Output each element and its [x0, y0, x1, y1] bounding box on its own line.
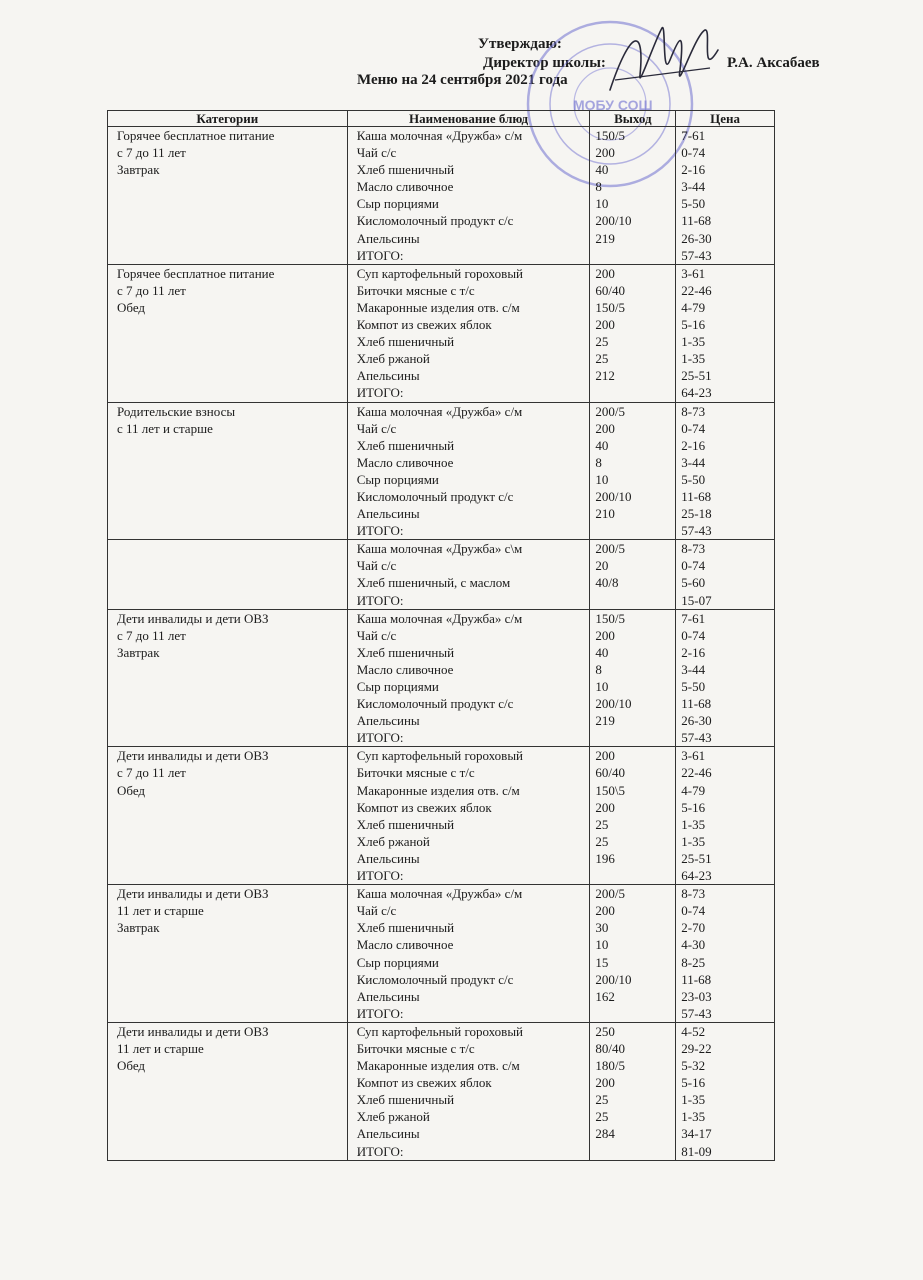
dish-output: 25 [595, 1109, 609, 1125]
dish-name: Апельсины [356, 713, 420, 729]
dish-output: 200/5 [595, 403, 626, 419]
dish-name: Апельсины [356, 506, 420, 522]
dishes-cell [347, 609, 590, 747]
category-line: Обед [117, 1058, 146, 1074]
dish-price: 25-51 [681, 368, 712, 384]
dish-price: 1-35 [681, 1109, 706, 1125]
dish-name: Каша молочная «Дружба» с\м [356, 541, 523, 557]
dish-name: Кисломолочный продукт с/с [356, 696, 514, 712]
dish-price: 2-16 [681, 437, 706, 453]
dish-output: 15 [595, 954, 609, 970]
category-line: Завтрак [117, 162, 160, 178]
category-cell [108, 540, 348, 609]
category-cell [108, 747, 348, 885]
category-line: с 7 до 11 лет [117, 145, 186, 161]
category-cell [108, 885, 348, 1023]
dish-price: 22-46 [681, 282, 712, 298]
category-line: Дети инвалиды и дети ОВЗ [117, 748, 269, 764]
dish-price: 25-18 [681, 506, 712, 522]
table-row [108, 747, 775, 885]
prices-cell [676, 1022, 775, 1160]
dish-output: 40 [595, 162, 609, 178]
dish-name: Суп картофельный гороховый [356, 1023, 524, 1039]
category-cell [108, 264, 348, 402]
dish-price: 3-44 [681, 179, 706, 195]
table-row [108, 885, 775, 1023]
table-row [108, 402, 775, 540]
dishes-cell [347, 264, 590, 402]
dish-price: 7-61 [681, 128, 706, 143]
dish-output: 200 [595, 1075, 615, 1091]
dish-price: 26-30 [681, 230, 712, 246]
dish-name: Кисломолочный продукт с/с [356, 488, 514, 504]
outputs-cell [590, 609, 676, 747]
dish-price: 15-07 [681, 592, 712, 608]
category-line: 11 лет и старше [117, 1040, 204, 1056]
dish-price: 0-74 [681, 558, 706, 574]
dish-name: Биточки мясные с т/с [356, 282, 475, 298]
dish-output: 200/10 [595, 696, 632, 712]
dish-output: 162 [595, 988, 615, 1004]
dish-price: 5-16 [681, 1075, 706, 1091]
dish-price: 0-74 [681, 903, 706, 919]
dish-name: Сыр порциями [356, 679, 439, 694]
dish-name: Хлеб пшеничный, с маслом [356, 575, 511, 591]
document-header [0, 0, 923, 113]
category-line: с 7 до 11 лет [117, 282, 186, 298]
dish-output: 200/10 [595, 971, 632, 987]
category-line: с 7 до 11 лет [117, 627, 186, 643]
dish-price: 0-74 [681, 420, 706, 436]
director-signature [600, 20, 730, 100]
prices-cell [676, 609, 775, 747]
category-line: Обед [117, 299, 146, 315]
dish-name: Каша молочная «Дружба» с/м [356, 403, 523, 419]
dish-name: Сыр порциями [356, 954, 439, 970]
dish-price: 1-35 [681, 816, 706, 832]
dish-output: 200 [595, 799, 615, 815]
dish-name: Чай с/с [356, 558, 397, 574]
outputs-cell [590, 402, 676, 540]
dish-price: 3-61 [681, 748, 706, 764]
dish-name: ИТОГО: [356, 868, 404, 884]
dish-name: Сыр порциями [356, 196, 439, 212]
dish-name: Каша молочная «Дружба» с/м [356, 128, 523, 143]
dish-price: 0-74 [681, 627, 706, 643]
category-line: Дети инвалиды и дети ОВЗ [117, 886, 269, 902]
dish-name: Чай с/с [356, 145, 397, 161]
dish-output: 212 [595, 368, 615, 384]
dish-price: 3-44 [681, 454, 706, 470]
dish-output: 200 [595, 145, 615, 161]
dish-name: Суп картофельный гороховый [356, 265, 524, 281]
category-line: Завтрак [117, 920, 160, 936]
dish-output: 25 [595, 1092, 609, 1108]
dish-output: 150/5 [595, 299, 626, 315]
dish-output: 200 [595, 903, 615, 919]
dish-name: ИТОГО: [356, 523, 404, 539]
dish-price: 4-30 [681, 937, 706, 953]
dish-name: Хлеб пшеничный [356, 644, 455, 660]
dish-price: 2-16 [681, 162, 706, 178]
dish-name: ИТОГО: [356, 730, 404, 746]
dish-price: 8-73 [681, 541, 706, 557]
dish-output: 200/10 [595, 213, 632, 229]
dish-price: 11-68 [681, 213, 712, 229]
prices-cell [676, 747, 775, 885]
dish-price: 5-50 [681, 196, 706, 212]
dish-name: Хлеб ржаной [356, 351, 430, 367]
dish-output: 219 [595, 713, 615, 729]
dish-output: 30 [595, 920, 609, 936]
table-row [108, 127, 775, 265]
dish-price: 4-52 [681, 1023, 706, 1039]
dish-price: 26-30 [681, 713, 712, 729]
dish-price: 11-68 [681, 488, 712, 504]
dish-price: 5-16 [681, 799, 706, 815]
dish-price: 1-35 [681, 1092, 706, 1108]
prices-cell [676, 540, 775, 609]
dish-name: Компот из свежих яблок [356, 317, 492, 333]
dish-price: 5-32 [681, 1058, 706, 1074]
dish-name: Масло сливочное [356, 179, 454, 195]
dish-price: 22-46 [681, 765, 712, 781]
dishes-cell [347, 747, 590, 885]
dish-price: 5-60 [681, 575, 706, 591]
dish-output: 210 [595, 506, 615, 522]
dish-output: 40 [595, 437, 609, 453]
dish-price: 64-23 [681, 868, 712, 884]
dishes-cell [347, 540, 590, 609]
dish-name: Биточки мясные с т/с [356, 1040, 475, 1056]
dish-output: 25 [595, 833, 609, 849]
dish-output: 200 [595, 265, 615, 281]
dish-price: 4-79 [681, 299, 706, 315]
dish-output: 60/40 [595, 765, 626, 781]
table-row [108, 540, 775, 609]
dish-name: Суп картофельный гороховый [356, 748, 524, 764]
outputs-cell [590, 540, 676, 609]
dish-name: Чай с/с [356, 420, 397, 436]
dishes-cell [347, 1022, 590, 1160]
dish-output: 25 [595, 816, 609, 832]
dish-price: 2-70 [681, 920, 706, 936]
dish-price: 5-50 [681, 679, 706, 694]
dish-price: 0-74 [681, 145, 706, 161]
dish-output: 250 [595, 1023, 615, 1039]
dish-name: ИТОГО: [356, 247, 404, 263]
dish-name: Сыр порциями [356, 471, 439, 487]
dish-price: 57-43 [681, 523, 712, 539]
dish-output: 196 [595, 850, 615, 866]
dish-output: 8 [595, 661, 602, 677]
category-cell [108, 1022, 348, 1160]
dish-price: 34-17 [681, 1126, 712, 1142]
dish-price: 23-03 [681, 988, 712, 1004]
dish-output: 180/5 [595, 1058, 626, 1074]
dish-output: 60/40 [595, 282, 626, 298]
category-cell [108, 402, 348, 540]
dish-name: Компот из свежих яблок [356, 1075, 492, 1091]
outputs-cell [590, 1022, 676, 1160]
dish-name: Кисломолочный продукт с/с [356, 213, 514, 229]
dish-name: Хлеб пшеничный [356, 816, 455, 832]
dish-price: 57-43 [681, 730, 712, 746]
category-line: Обед [117, 782, 146, 798]
dish-price: 11-68 [681, 696, 712, 712]
category-line: 11 лет и старше [117, 903, 204, 919]
dish-price: 57-43 [681, 1005, 712, 1021]
prices-cell [676, 402, 775, 540]
outputs-cell [590, 885, 676, 1023]
dish-name: Масло сливочное [356, 661, 454, 677]
dish-output: 10 [595, 471, 609, 487]
table-row [108, 264, 775, 402]
table-header-row [108, 111, 775, 127]
dish-name: Чай с/с [356, 903, 397, 919]
dish-output: 10 [595, 937, 609, 953]
category-line: Завтрак [117, 644, 160, 660]
dish-price: 1-35 [681, 351, 706, 367]
dish-output: 200 [595, 420, 615, 436]
dish-price: 1-35 [681, 833, 706, 849]
stamp-text: МОБУ СОШ [573, 97, 653, 113]
dish-name: Биточки мясные с т/с [356, 765, 475, 781]
dish-name: Апельсины [356, 230, 420, 246]
dish-output: 80/40 [595, 1040, 626, 1056]
outputs-cell [590, 264, 676, 402]
dishes-cell [347, 402, 590, 540]
dish-name: ИТОГО: [356, 1143, 404, 1159]
dish-name: Масло сливочное [356, 937, 454, 953]
prices-cell [676, 127, 775, 265]
dish-price: 8-73 [681, 886, 706, 902]
dish-name: Апельсины [356, 1126, 420, 1142]
dish-name: Хлеб ржаной [356, 833, 430, 849]
dish-price: 8-73 [681, 403, 706, 419]
director-name: Р.А. Аксабаев [727, 55, 820, 71]
dish-name: ИТОГО: [356, 385, 404, 401]
dish-output: 150\5 [595, 782, 626, 798]
dish-price: 8-25 [681, 954, 706, 970]
dish-output: 200/5 [595, 886, 626, 902]
dish-name: Масло сливочное [356, 454, 454, 470]
dish-price: 3-44 [681, 661, 706, 677]
category-line: с 7 до 11 лет [117, 765, 186, 781]
column-header-dish: Наименование блюд [347, 111, 590, 127]
dish-output: 150/5 [595, 128, 626, 143]
dish-output: 284 [595, 1126, 615, 1142]
dish-name: Хлеб ржаной [356, 1109, 430, 1125]
menu-table [107, 110, 775, 1161]
dishes-cell [347, 127, 590, 265]
category-line: Дети инвалиды и дети ОВЗ [117, 1023, 269, 1039]
dish-price: 81-09 [681, 1143, 712, 1159]
category-line: Горячее бесплатное питание [117, 265, 275, 281]
dish-name: Апельсины [356, 368, 420, 384]
dishes-cell [347, 885, 590, 1023]
dish-name: Макаронные изделия отв. с/м [356, 1058, 520, 1074]
dish-name: Хлеб пшеничный [356, 1092, 455, 1108]
column-header-price: Цена [676, 111, 775, 127]
menu-title: Меню на 24 сентября 2021 года [357, 72, 568, 88]
dish-price: 5-16 [681, 317, 706, 333]
dish-name: Каша молочная «Дружба» с/м [356, 886, 523, 902]
dish-output: 25 [595, 334, 609, 350]
dish-output: 40/8 [595, 575, 619, 591]
dish-price: 3-61 [681, 265, 706, 281]
dish-output: 219 [595, 230, 615, 246]
dish-output: 40 [595, 644, 609, 660]
dish-name: Компот из свежих яблок [356, 799, 492, 815]
dish-output: 10 [595, 196, 609, 212]
dish-name: ИТОГО: [356, 592, 404, 608]
prices-cell [676, 264, 775, 402]
dish-name: Чай с/с [356, 627, 397, 643]
dish-price: 5-50 [681, 471, 706, 487]
approve-label: Утверждаю: [478, 36, 562, 52]
dish-name: Хлеб пшеничный [356, 437, 455, 453]
category-line: с 11 лет и старше [117, 420, 213, 436]
dish-name: Макаронные изделия отв. с/м [356, 782, 520, 798]
dish-output: 200 [595, 627, 615, 643]
dish-price: 7-61 [681, 610, 706, 626]
dish-name: Кисломолочный продукт с/с [356, 971, 514, 987]
dish-name: Макаронные изделия отв. с/м [356, 299, 520, 315]
category-line: Родительские взносы [117, 403, 236, 419]
category-line: Дети инвалиды и дети ОВЗ [117, 610, 269, 626]
dish-name: Каша молочная «Дружба» с/м [356, 610, 523, 626]
column-header-output: Выход [590, 111, 676, 127]
director-label: Директор школы: [483, 55, 606, 71]
dish-output: 10 [595, 679, 609, 694]
dish-price: 25-51 [681, 850, 712, 866]
outputs-cell [590, 747, 676, 885]
menu-table-body [108, 127, 775, 1161]
prices-cell [676, 885, 775, 1023]
dish-name: Хлеб пшеничный [356, 162, 455, 178]
dish-output: 200/5 [595, 541, 626, 557]
dish-output: 25 [595, 351, 609, 367]
dish-output: 20 [595, 558, 609, 574]
category-line: Горячее бесплатное питание [117, 128, 275, 143]
dish-price: 11-68 [681, 971, 712, 987]
dish-price: 57-43 [681, 247, 712, 263]
dish-output: 200 [595, 748, 615, 764]
dish-price: 1-35 [681, 334, 706, 350]
dish-output: 200/10 [595, 488, 632, 504]
dish-price: 64-23 [681, 385, 712, 401]
dish-price: 4-79 [681, 782, 706, 798]
dish-output: 150/5 [595, 610, 626, 626]
dish-name: Апельсины [356, 850, 420, 866]
category-cell [108, 609, 348, 747]
dish-name: Хлеб пшеничный [356, 334, 455, 350]
table-row [108, 609, 775, 747]
category-cell [108, 127, 348, 265]
dish-output: 200 [595, 317, 615, 333]
table-row [108, 1022, 775, 1160]
dish-output: 8 [595, 179, 602, 195]
dish-name: Апельсины [356, 988, 420, 1004]
dish-name: Хлеб пшеничный [356, 920, 455, 936]
dish-output: 8 [595, 454, 602, 470]
outputs-cell [590, 127, 676, 265]
dish-name: ИТОГО: [356, 1005, 404, 1021]
dish-price: 29-22 [681, 1040, 712, 1056]
column-header-category: Категории [108, 111, 348, 127]
dish-price: 2-16 [681, 644, 706, 660]
